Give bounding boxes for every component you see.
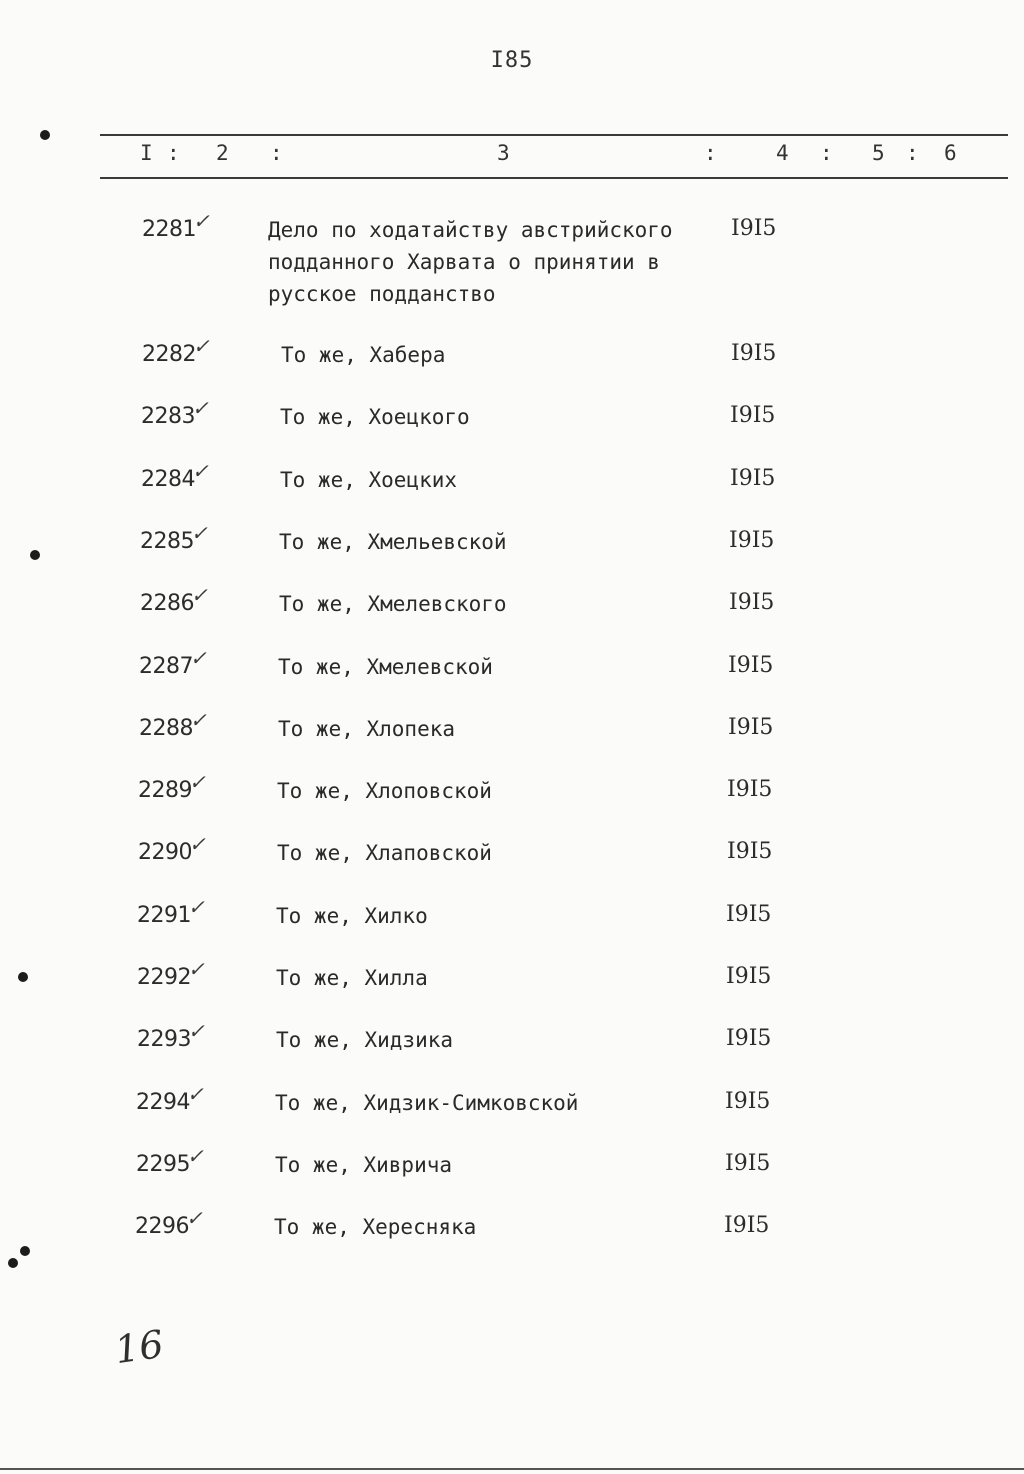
entry-title-line: То же, Хмельевской xyxy=(279,529,507,554)
entry-year: I9I5 xyxy=(731,341,777,366)
entry-title xyxy=(275,1149,452,1181)
entry-number: 2283 xyxy=(141,404,195,430)
checkmark-icon: ✓ xyxy=(186,1206,203,1231)
header-sep: : xyxy=(270,141,283,165)
entry-number: 2287 xyxy=(139,653,193,679)
entry-title-line: То же, Хидзик-Симковской xyxy=(275,1090,579,1115)
checkmark-icon: ✓ xyxy=(193,334,210,358)
entry-title xyxy=(280,401,470,433)
entry-title-line: Дело по ходатайству австрийского xyxy=(268,218,673,242)
checkmark-icon: ✓ xyxy=(191,583,208,608)
entry-number: 2292 xyxy=(137,965,191,990)
checkmark-icon: ✓ xyxy=(191,520,208,545)
entry-title-line: То же, Хмелевского xyxy=(279,592,507,617)
page-number: I85 xyxy=(490,48,534,73)
entry-title-line: русское подданство xyxy=(268,282,496,306)
entry-year: I9I5 xyxy=(725,1088,771,1114)
entry-year: I9I5 xyxy=(730,403,776,429)
entry-title xyxy=(276,1024,453,1056)
checkmark-icon: ✓ xyxy=(187,1081,204,1106)
entry-title xyxy=(276,900,428,932)
header-sep: : xyxy=(820,141,833,165)
header-sep: : xyxy=(167,141,180,165)
entry-title-line: То же, Хлоповской xyxy=(277,779,492,804)
entry-number: 2285 xyxy=(140,528,194,554)
entry-number: 2288 xyxy=(139,715,193,741)
entry-number: 2282 xyxy=(142,342,196,367)
entry-title xyxy=(280,464,457,496)
entry-year: I9I5 xyxy=(726,901,772,927)
checkmark-icon: ✓ xyxy=(190,707,207,732)
header-sep: : xyxy=(704,141,717,165)
entry-number: 2284 xyxy=(141,466,195,492)
table-header-rule xyxy=(100,177,1008,179)
entry-year: I9I5 xyxy=(724,1213,770,1239)
header-sep: : xyxy=(906,141,919,165)
entry-title-line: То же, Хидзика xyxy=(276,1028,454,1053)
entry-number: 2281 xyxy=(142,217,196,242)
entry-number: 2294 xyxy=(136,1089,190,1115)
header-col-2: 2 xyxy=(216,141,229,165)
punch-dot xyxy=(20,1246,30,1256)
entry-year: I9I5 xyxy=(726,1026,772,1052)
entry-title xyxy=(279,526,507,558)
entry-title xyxy=(279,588,507,620)
punch-dot xyxy=(8,1258,18,1268)
entry-year: I9I5 xyxy=(728,652,774,678)
entry-title xyxy=(274,1211,476,1243)
checkmark-icon: ✓ xyxy=(189,832,206,857)
entry-year: I9I5 xyxy=(729,527,775,553)
entry-title xyxy=(277,775,492,807)
entry-title xyxy=(268,214,673,310)
handwritten-note: 16 xyxy=(112,1321,167,1373)
entry-title-line: То же, Хилко xyxy=(276,903,428,928)
header-col-5: 5 xyxy=(872,141,885,165)
entry-number: 2289 xyxy=(138,778,192,804)
entry-title xyxy=(276,962,428,994)
entry-number: 2286 xyxy=(140,591,194,617)
header-col-4: 4 xyxy=(776,141,789,165)
punch-dot xyxy=(40,130,50,140)
entry-title xyxy=(275,1087,578,1119)
header-col-1: I xyxy=(140,141,153,165)
entry-title-line: То же, Хлаповской xyxy=(277,841,492,866)
entry-title xyxy=(278,713,455,745)
entry-title-line: То же, Хилла xyxy=(276,966,428,990)
checkmark-icon: ✓ xyxy=(188,894,205,919)
entry-title xyxy=(281,339,445,371)
entry-year: I9I5 xyxy=(726,964,772,989)
checkmark-icon: ✓ xyxy=(188,1019,205,1044)
page-bottom-edge xyxy=(0,1468,1024,1470)
punch-dot xyxy=(18,972,28,982)
entry-number: 2295 xyxy=(136,1151,190,1177)
entry-title xyxy=(277,837,492,869)
checkmark-icon: ✓ xyxy=(189,770,206,795)
entry-year: I9I5 xyxy=(728,714,774,740)
entry-year: I9I5 xyxy=(729,590,775,616)
checkmark-icon: ✓ xyxy=(192,396,209,421)
entry-title xyxy=(278,651,493,683)
entry-year: I9I5 xyxy=(731,216,777,241)
entry-title-line: То же, Хиврича xyxy=(275,1152,453,1177)
entry-year: I9I5 xyxy=(727,777,773,803)
checkmark-icon: ✓ xyxy=(193,209,210,233)
entry-year: I9I5 xyxy=(730,465,776,491)
checkmark-icon: ✓ xyxy=(188,957,205,981)
entry-number: 2290 xyxy=(138,840,192,866)
entry-number: 2291 xyxy=(137,902,191,928)
table-header xyxy=(0,141,1024,171)
entry-title-line: То же, Хересняка xyxy=(274,1215,477,1240)
punch-dot xyxy=(30,550,40,560)
entry-year: I9I5 xyxy=(725,1150,771,1176)
entry-title-line: То же, Хоецкого xyxy=(280,405,470,430)
checkmark-icon: ✓ xyxy=(192,458,209,483)
entry-title-line: То же, Хабера xyxy=(281,343,446,367)
entry-title-line: То же, Хлопека xyxy=(278,716,456,741)
entry-title-line: То же, Хмелевской xyxy=(278,654,493,679)
entry-title-line: То же, Хоецких xyxy=(280,467,458,492)
header-col-3: 3 xyxy=(497,141,510,165)
checkmark-icon: ✓ xyxy=(187,1143,204,1168)
checkmark-icon: ✓ xyxy=(190,645,207,670)
entry-number: 2293 xyxy=(137,1027,191,1053)
entry-title-line: подданного Харвата о принятии в xyxy=(268,250,660,274)
entry-year: I9I5 xyxy=(727,839,773,865)
entry-number: 2296 xyxy=(135,1214,189,1240)
table-top-rule xyxy=(100,134,1008,136)
header-col-6: 6 xyxy=(944,141,957,165)
